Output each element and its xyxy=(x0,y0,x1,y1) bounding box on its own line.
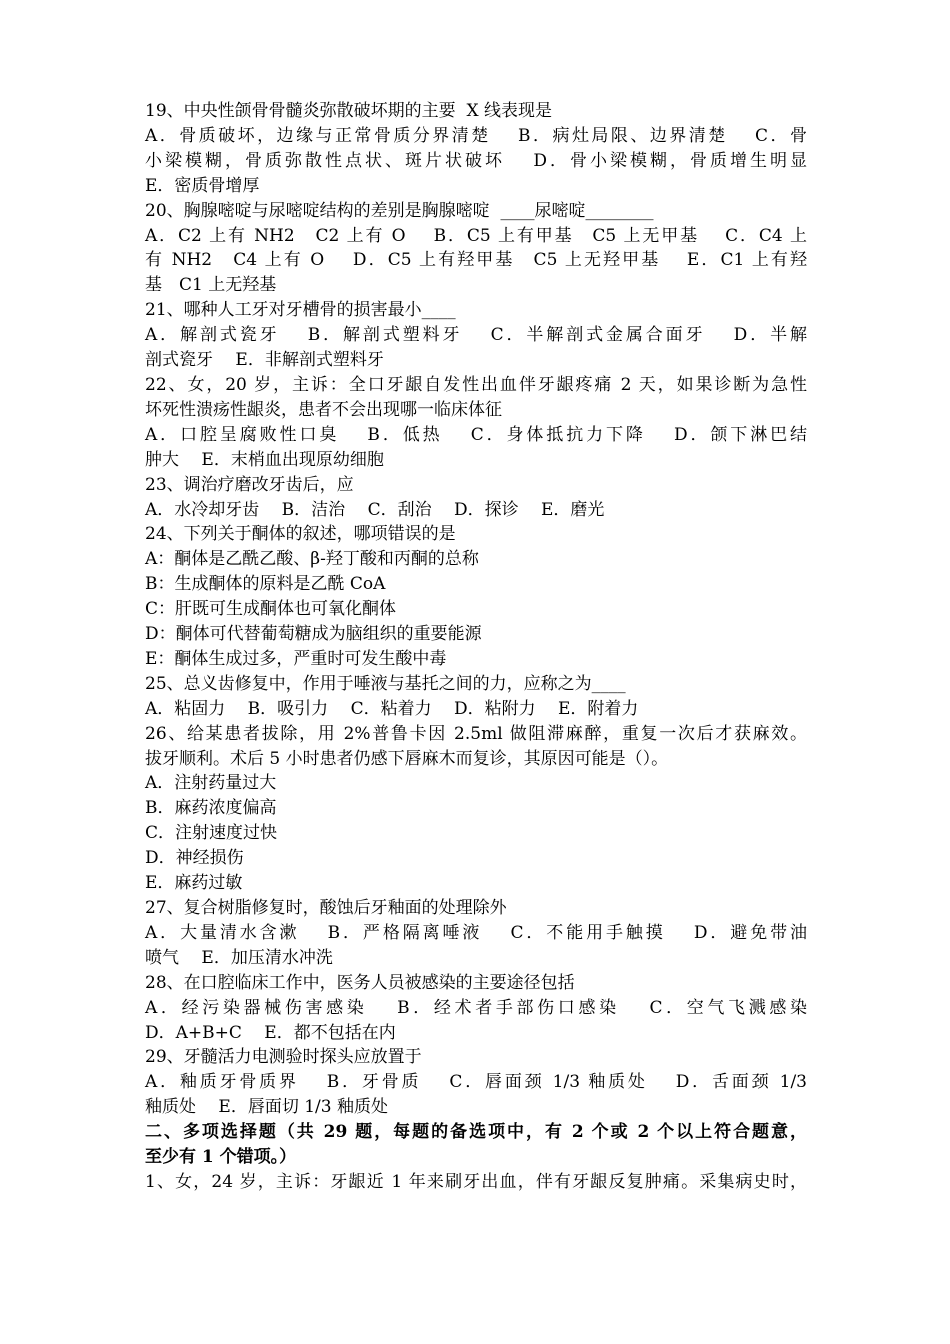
text-line: 基 C1 上无羟基 xyxy=(145,275,277,296)
text-line: 19、中央性颌骨骨髓炎弥散破坏期的主要 X 线表现是 xyxy=(145,101,552,121)
text-line: A．釉质牙骨质界 B．牙骨质 C．唇面颈 1/3 釉质处 D．舌面颈 1/3 xyxy=(145,1072,807,1093)
text-line: 拔牙顺利。术后 5 小时患者仍感下唇麻木而复诊，其原因可能是（）。 xyxy=(145,748,669,769)
text-line: 喷气 E．加压清水冲洗 xyxy=(145,947,333,968)
text-line: A．解剖式瓷牙 B．解剖式塑料牙 C．半解剖式金属合面牙 D．半解 xyxy=(145,325,807,346)
document-page xyxy=(145,99,807,1195)
text-line: 釉质处 E．唇面切 1/3 釉质处 xyxy=(145,1097,388,1118)
text-line: 27、复合树脂修复时，酸蚀后牙釉面的处理除外 xyxy=(145,898,507,918)
text-line: 24、下列关于酮体的叙述，哪项错误的是 xyxy=(145,524,456,545)
text-line: A．口腔呈腐败性口臭 B．低热 C．身体抵抗力下降 D．颌下淋巴结 xyxy=(145,424,807,445)
text-line: D：酮体可代替葡萄糖成为脑组织的重要能源 xyxy=(145,624,482,645)
text-line: C：肝既可生成酮体也可氧化酮体 xyxy=(145,599,397,620)
text-line: E．麻药过敏 xyxy=(145,873,243,894)
text-line: C．注射速度过快 xyxy=(145,823,278,844)
text-line: 剖式瓷牙 E．非解剖式塑料牙 xyxy=(145,350,384,371)
text-line: A：酮体是乙酰乙酸、β-羟丁酸和丙酮的总称 xyxy=(145,549,479,570)
text-line: 坏死性溃疡性龈炎，患者不会出现哪一临床体征 xyxy=(145,399,502,420)
text-line: A．C2 上有 NH2 C2 上有 O B．C5 上有甲基 C5 上无甲基 C．C4 上 xyxy=(145,225,807,246)
text-line: 25、总义齿修复中，作用于唾液与基托之间的力，应称之为____ xyxy=(145,673,626,694)
text-line: 肿大 E．末梢血出现原幼细胞 xyxy=(145,449,384,470)
text-line: 有 NH2 C4 上有 O D．C5 上有羟甲基 C5 上无羟甲基 E．C1 上有羟 xyxy=(145,250,807,271)
section-heading-line: 至少有 1 个错项。） xyxy=(145,1147,297,1168)
text-line: A．经污染器械伤害感染 B．经术者手部伤口感染 C．空气飞溅感染 xyxy=(145,997,807,1018)
text-line: B：生成酮体的原料是乙酰 CoA xyxy=(145,574,386,595)
text-line: A．注射药量过大 xyxy=(145,773,277,794)
text-line: 26、给某患者拔除，用 2%普鲁卡因 2.5ml 做阻滞麻醉，重复一次后才获麻效。 xyxy=(145,723,807,744)
text-line: A．骨质破坏，边缘与正常骨质分界清楚 B．病灶局限、边界清楚 C．骨 xyxy=(145,125,807,146)
text-line: A．粘固力 B．吸引力 C．粘着力 D．粘附力 E．附着力 xyxy=(145,698,639,719)
text-line: 1、女，24 岁，主诉：牙龈近 1 年来刷牙出血，伴有牙龈反复肿痛。采集病史时， xyxy=(145,1171,807,1192)
text-line: D．A+B+C E．都不包括在内 xyxy=(145,1022,396,1043)
text-line: 21、哪种人工牙对牙槽骨的损害最小____ xyxy=(145,300,456,321)
text-line: A．水冷却牙齿 B．洁治 C．刮治 D．探诊 E．磨光 xyxy=(145,499,605,520)
text-line: D．神经损伤 xyxy=(145,848,244,869)
text-line: E：酮体生成过多，严重时可发生酸中毒 xyxy=(145,648,447,669)
text-line: 小梁模糊，骨质弥散性点状、斑片状破坏 D．骨小梁模糊，骨质增生明显 xyxy=(145,150,807,171)
text-line: E．密质骨增厚 xyxy=(145,175,260,196)
text-line: 28、在口腔临床工作中，医务人员被感染的主要途径包括 xyxy=(145,972,575,993)
text-line: B．麻药浓度偏高 xyxy=(145,798,277,819)
text-line: A．大量清水含漱 B．严格隔离唾液 C．不能用手触摸 D．避免带油 xyxy=(145,922,807,943)
text-line: 20、胸腺嘧啶与尿嘧啶结构的差别是胸腺嘧啶 ____尿嘧啶________ xyxy=(145,200,654,221)
text-line: 23、调治疗磨改牙齿后，应 xyxy=(145,474,354,495)
section-heading-line: 二、多项选择题（共 29 题，每题的备选项中，有 2 个或 2 个以上符合题意， xyxy=(145,1122,807,1143)
text-line: 22、女，20 岁，主诉：全口牙龈自发性出血伴牙龈疼痛 2 天，如果诊断为急性 xyxy=(145,374,807,395)
text-line: 29、牙髓活力电测验时探头应放置于 xyxy=(145,1047,422,1068)
